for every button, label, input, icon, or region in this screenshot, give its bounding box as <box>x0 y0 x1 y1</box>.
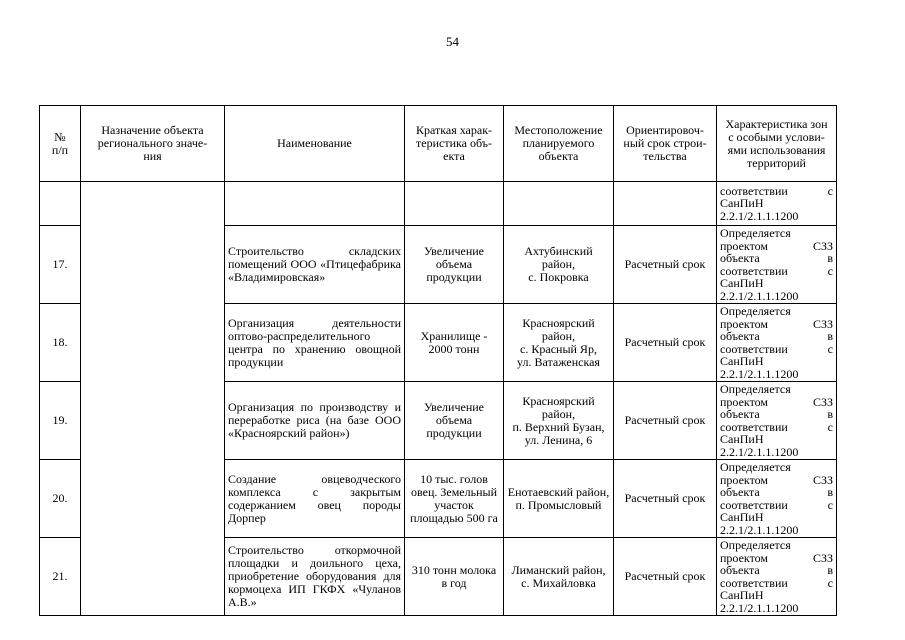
cell-zone: Определяется проектом СЗЗ объекта в соответствии с СанПиН 2.2.1/2.1.1.1200 <box>717 226 837 304</box>
cell-name: Строительство складских помещений ООО «Птицефабрика «Владимировская» <box>225 226 405 304</box>
cell-short: 310 тонн молока в год <box>405 538 504 616</box>
cell-short: Увеличение объема продукции <box>405 226 504 304</box>
cell-name: Строительство откормочной площадки и доильного цеха, приобретение оборудования для кормоцеха ИП ГКФХ «Чуланов А.В.» <box>225 538 405 616</box>
cell-term: Расчетный срок <box>614 538 717 616</box>
header-short-characteristic: Краткая харак- теристика объ- екта <box>405 106 504 182</box>
cell-zone: Определяется проектом СЗЗ объекта в соответствии с СанПиН 2.2.1/2.1.1.1200 <box>717 382 837 460</box>
cell-term: Расчетный срок <box>614 304 717 382</box>
cell-number: 17. <box>40 226 81 304</box>
cell-short: Увеличение объема продукции <box>405 382 504 460</box>
cell-location: Красноярский район, п. Верхний Бузан, ул. Ленина, 6 <box>504 382 614 460</box>
cell-location: Красноярский район, с. Красный Яр, ул. Ватаженская <box>504 304 614 382</box>
cell-location: Ахтубинский район, с. Покровка <box>504 226 614 304</box>
header-zone-characteristic: Характеристика зон с особыми услови- ями использования территорий <box>717 106 837 182</box>
cell-zone: Определяется проектом СЗЗ объекта в соответствии с СанПиН 2.2.1/2.1.1.1200 <box>717 538 837 616</box>
objects-table <box>39 105 837 616</box>
cell-term <box>614 182 717 226</box>
table-header-row <box>40 106 837 182</box>
cell-location: Енотаевский район, п. Промысловый <box>504 460 614 538</box>
cell-name: Создание овцеводческого комплекса с закрытым содержанием овец породы Дорпер <box>225 460 405 538</box>
cell-location <box>504 182 614 226</box>
cell-number: 21. <box>40 538 81 616</box>
cell-name: Организация деятельности оптово-распределительного центра по хранению овощной продукции <box>225 304 405 382</box>
page-number: 54 <box>446 34 459 49</box>
cell-name: Организация по производству и переработке риса (на базе ООО «Красноярский район») <box>225 382 405 460</box>
cell-term: Расчетный срок <box>614 226 717 304</box>
cell-term: Расчетный срок <box>614 460 717 538</box>
cell-number: 19. <box>40 382 81 460</box>
header-purpose: Назначение объекта регионального значе- ния <box>81 106 225 182</box>
cell-short: Хранилище - 2000 тонн <box>405 304 504 382</box>
table-row-continuation <box>40 182 837 226</box>
header-location: Местоположение планируемого объекта <box>504 106 614 182</box>
cell-zone: Определяется проектом СЗЗ объекта в соответствии с СанПиН 2.2.1/2.1.1.1200 <box>717 304 837 382</box>
header-number: № п/п <box>40 106 81 182</box>
cell-number <box>40 182 81 226</box>
cell-short <box>405 182 504 226</box>
cell-short: 10 тыс. голов овец. Земельный участок площадью 500 га <box>405 460 504 538</box>
cell-location: Лиманский район, с. Михайловка <box>504 538 614 616</box>
cell-purpose-merged <box>81 182 225 616</box>
cell-zone: соответствии с СанПиН 2.2.1/2.1.1.1200 <box>717 182 837 226</box>
cell-zone: Определяется проектом СЗЗ объекта в соответствии с СанПиН 2.2.1/2.1.1.1200 <box>717 460 837 538</box>
cell-name <box>225 182 405 226</box>
cell-number: 18. <box>40 304 81 382</box>
header-name: Наименование <box>225 106 405 182</box>
cell-number: 20. <box>40 460 81 538</box>
header-construction-term: Ориентировоч- ный срок строи- тельства <box>614 106 717 182</box>
cell-term: Расчетный срок <box>614 382 717 460</box>
